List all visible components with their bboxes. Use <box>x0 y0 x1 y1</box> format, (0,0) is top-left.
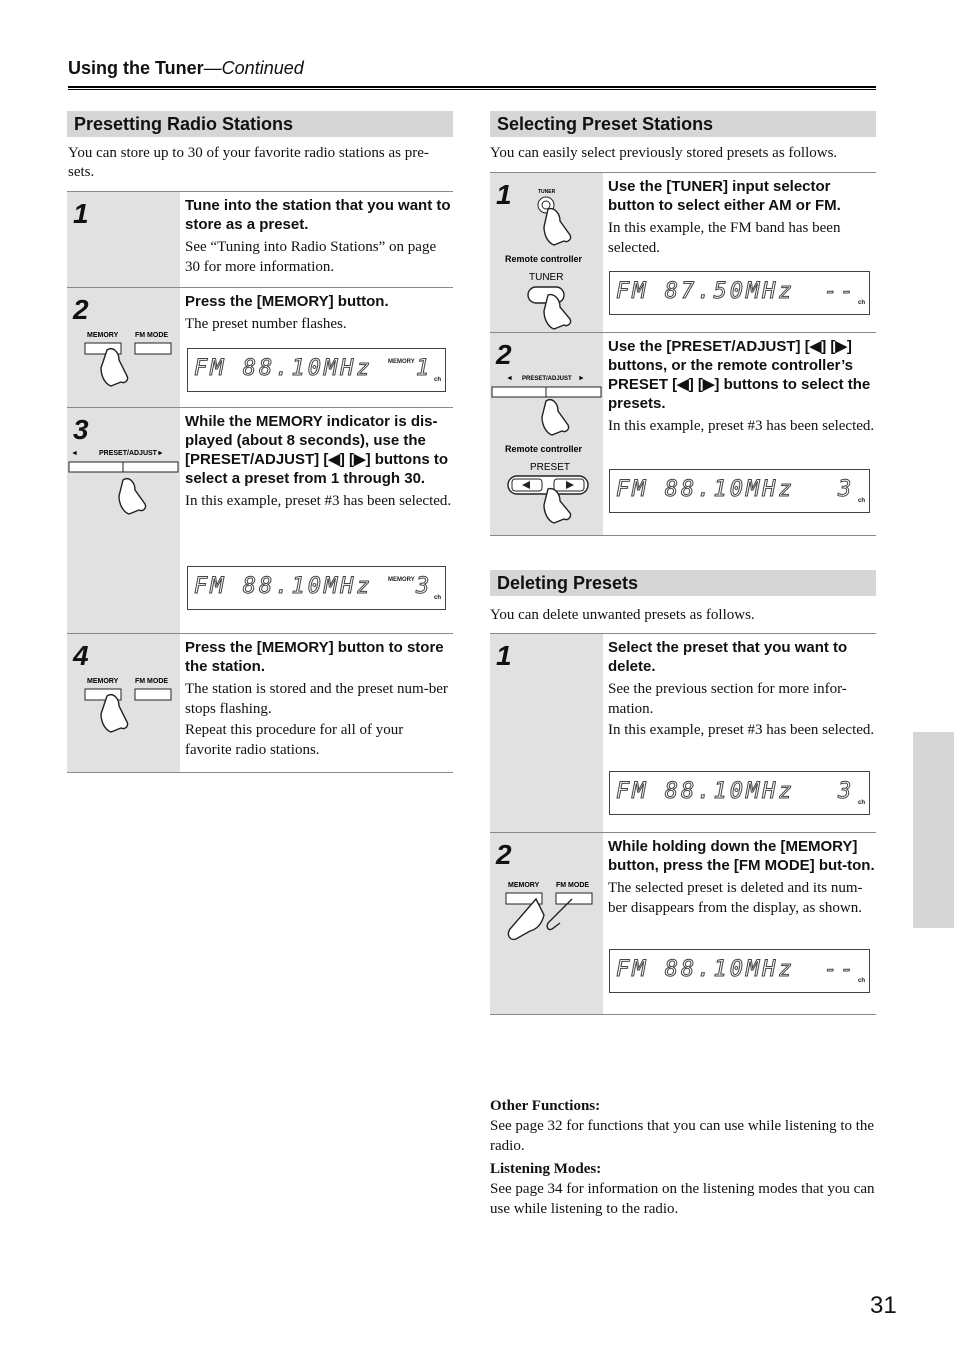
hand-press-icon <box>544 209 571 245</box>
hand-press-icon <box>101 349 128 386</box>
presetting-step-2 <box>67 287 453 408</box>
note-text-listening: See page 34 for information on the listening modes that you can use while listening to the radio. <box>490 1181 875 1217</box>
display-preset-number: -- <box>824 279 857 304</box>
display-frequency: FM 88.10MHz <box>194 574 373 599</box>
remote-preset-label: PRESET <box>530 462 571 473</box>
section-intro-deleting: You can delete unwanted presets as follows. <box>490 607 755 623</box>
tuner-display <box>609 771 870 815</box>
tuner-display <box>609 469 870 513</box>
display-preset-number: 1 <box>416 356 433 381</box>
presetting-step-4 <box>67 633 453 773</box>
step-instruction: Press the [MEMORY] button to store the station. <box>185 639 444 675</box>
channel-indicator: ch <box>433 595 441 601</box>
display-frequency: FM 88.10MHz <box>616 957 795 982</box>
memory-button-label: MEMORY <box>87 678 119 685</box>
note-text-other: See page 32 for functions that you can use while listening to the radio. <box>490 1118 875 1154</box>
memory-button-label: MEMORY <box>87 332 119 339</box>
step-detail: The selected preset is deleted and its num-ber disappears from the display, as shown. <box>608 880 863 916</box>
notes <box>490 1096 878 1219</box>
display-frequency: FM 88.10MHz <box>616 779 795 804</box>
note-heading-other: Other Functions: <box>490 1098 601 1114</box>
step-number: 1 <box>496 179 512 210</box>
preset-adjust-label: PRESET/ADJUST <box>99 450 157 457</box>
step-detail: The preset number flashes. <box>185 316 347 332</box>
svg-text:◄: ◄ <box>71 450 78 457</box>
tuner-small-label: TUNER <box>538 189 556 195</box>
presetting-step-1 <box>67 191 453 288</box>
remote-tuner-label: TUNER <box>529 272 564 283</box>
hand-press-icon <box>508 899 544 939</box>
fm-mode-button-label: FM MODE <box>135 678 169 685</box>
display-preset-number: 3 <box>838 779 855 804</box>
note-heading-listening: Listening Modes: <box>490 1161 602 1177</box>
step-number: 3 <box>73 414 89 445</box>
step-instruction: Press the [MEMORY] button. <box>185 293 389 310</box>
section-title-presetting: Presetting Radio Stations <box>67 111 453 137</box>
header-rule <box>68 86 876 88</box>
step-number: 2 <box>496 339 512 370</box>
step-instruction: While the MEMORY indicator is dis-played (about 8 seconds), use the [PRESET/ADJUST] [◀] [▶] buttons to select a preset from 1 through 30. <box>185 413 449 487</box>
hand-press-icon <box>119 479 146 514</box>
display-preset-number: -- <box>824 957 857 982</box>
svg-text:◄: ◄ <box>506 375 513 382</box>
svg-text:►: ► <box>578 375 585 382</box>
step-detail: The station is stored and the preset num-ber stops flashing. <box>185 681 448 717</box>
step-number: 1 <box>496 640 512 671</box>
display-frequency: FM 87.50MHz <box>616 279 795 304</box>
remote-controller-label: Remote controller <box>505 254 583 264</box>
preset-adjust-label: PRESET/ADJUST <box>522 376 572 382</box>
deleting-step-1 <box>490 633 876 833</box>
step-detail: See the previous section for more infor-mation. <box>608 681 847 717</box>
step-number: 1 <box>73 198 89 229</box>
section-intro-presetting: You can store up to 30 of your favorite radio stations as pre-sets. <box>68 145 429 180</box>
remote-controller-label: Remote controller <box>505 444 583 454</box>
deleting-step-2 <box>490 832 876 1015</box>
channel-indicator: ch <box>857 800 865 806</box>
tuner-display <box>609 949 870 993</box>
tuner-display <box>187 566 446 610</box>
step-detail: In this example, preset #3 has been selected. <box>185 493 452 509</box>
display-preset-number: 3 <box>416 574 433 599</box>
step-number: 2 <box>73 294 89 325</box>
channel-indicator: ch <box>433 377 441 383</box>
step-detail: In this example, the FM band has been selected. <box>608 220 841 256</box>
header-continued: —Continued <box>203 58 304 78</box>
selecting-step-1 <box>490 172 876 333</box>
tuner-display <box>187 348 446 392</box>
step-instruction: Tune into the station that you want to store as a preset. <box>185 197 451 233</box>
section-intro-selecting: You can easily select previously stored presets as follows. <box>490 145 838 161</box>
step-instruction: While holding down the [MEMORY] button, press the [FM MODE] but-ton. <box>608 838 875 874</box>
svg-text:►: ► <box>157 450 164 457</box>
header-rule-thin <box>68 89 876 90</box>
step-number: 2 <box>496 839 512 870</box>
channel-indicator: ch <box>857 978 865 984</box>
header-title: Using the Tuner <box>68 58 204 78</box>
step-detail-2: In this example, preset #3 has been selected. <box>608 722 875 738</box>
presetting-step-3 <box>67 407 453 634</box>
section-title-selecting: Selecting Preset Stations <box>490 111 876 137</box>
tuner-display <box>609 271 870 315</box>
hand-press-icon <box>101 695 128 732</box>
step-number: 4 <box>73 640 89 671</box>
memory-button-label: MEMORY <box>508 882 540 889</box>
step-instruction: Use the [TUNER] input selector button to select either AM or FM. <box>608 178 841 214</box>
step-detail: See “Tuning into Radio Stations” on page 30 for more information. <box>185 239 437 275</box>
step-instruction: Use the [PRESET/ADJUST] [◀] [▶] buttons, or the remote controller’s PRESET [◀] [▶] buttons to select the presets. <box>608 338 871 412</box>
step-detail: In this example, preset #3 has been selected. <box>608 418 875 434</box>
side-tab <box>913 732 954 928</box>
display-frequency: FM 88.10MHz <box>194 356 373 381</box>
fm-mode-button-label: FM MODE <box>556 882 590 889</box>
memory-indicator: MEMORY <box>388 577 415 583</box>
channel-indicator: ch <box>857 498 865 504</box>
selecting-step-2 <box>490 332 876 536</box>
display-preset-number: 3 <box>838 477 855 502</box>
hand-press-icon <box>542 400 569 435</box>
fm-mode-button-label: FM MODE <box>135 332 169 339</box>
channel-indicator: ch <box>857 300 865 306</box>
page-header <box>68 58 304 79</box>
display-frequency: FM 88.10MHz <box>616 477 795 502</box>
page-number: 31 <box>870 1292 897 1319</box>
section-title-deleting: Deleting Presets <box>490 570 876 596</box>
hand-press-icon <box>544 295 571 329</box>
step-detail-2: Repeat this procedure for all of your favorite radio stations. <box>185 722 404 758</box>
memory-indicator: MEMORY <box>388 359 415 365</box>
step-instruction: Select the preset that you want to delete. <box>608 639 848 675</box>
